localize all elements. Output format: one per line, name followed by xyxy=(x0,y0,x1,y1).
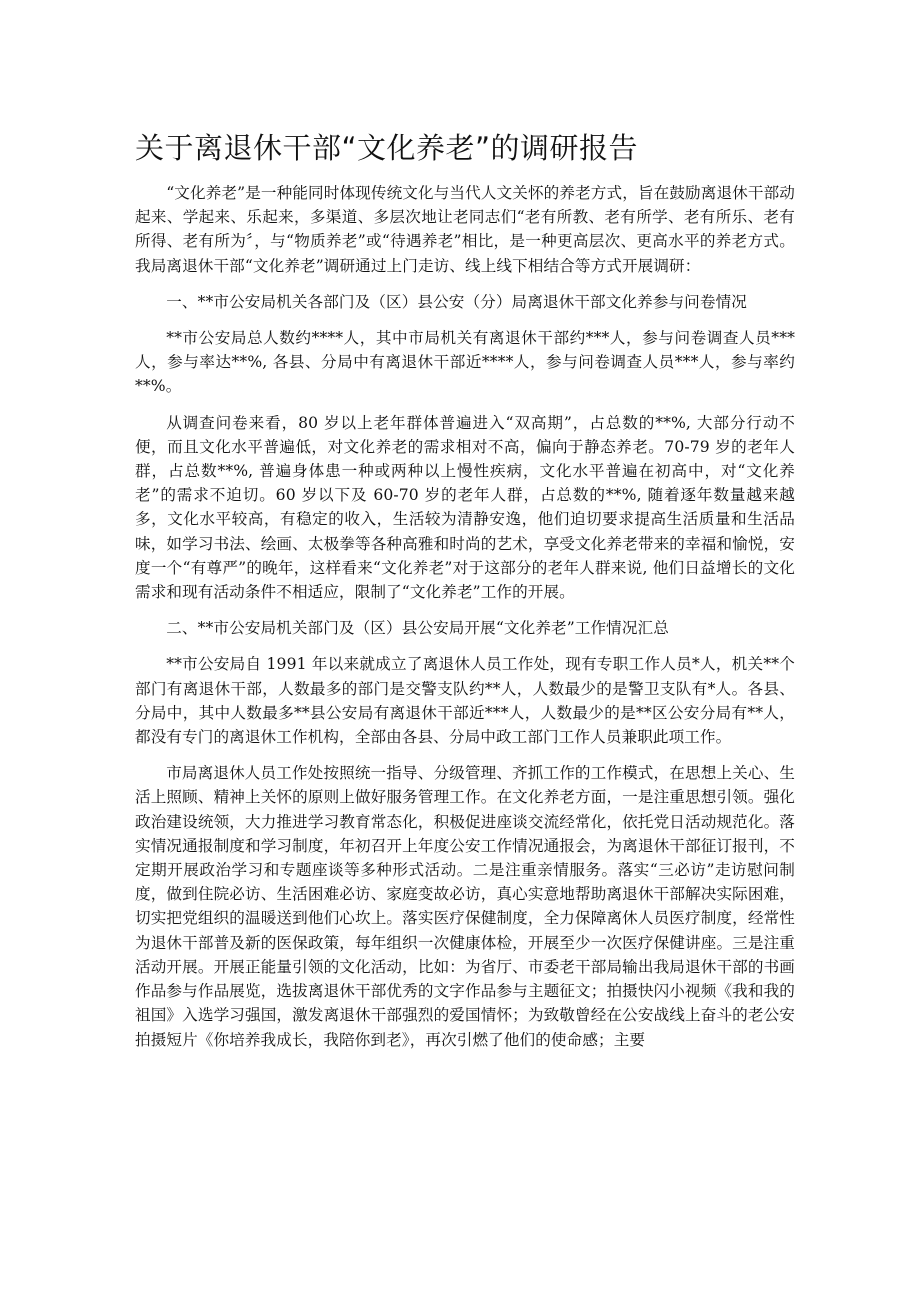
paragraph-bureau-overview: **市公安局自 1991 年以来就成立了离退休人员工作处，现有专职工作人员*人，机关**个部门有离退休干部，人数最多的部门是交警支队约**人，人数最少的是警卫支队有*人。各县、分局中，其中人数最多**县公安局有离退休干部近***人，人数最少的是**区公安分局有**人，都没有专门的离退休工作机构，全部由各县、分局中政工部门工作人员兼职此项工作。 xyxy=(135,655,795,747)
paragraph-survey-analysis: 从调查问卷来看，80 岁以上老年群体普遍进入“双高期”，占总数的**%, 大部分行动不便，而且文化水平普遍低，对文化养老的需求相对不高，偏向于静态养老。70-79 岁的老年人群，占总数**%, 普遍身体患一种或两种以上慢性疾病，文化水平普遍在初高中，对“文化养老”的需求不迫切。60 岁以下及 60-70 岁的老年人群，占总数的**%, 随着逐年数量越来越多，文化水平较高，有稳定的收入，生活较为清静安逸，他们迫切要求提高生活质量和生活品味，如学习书法、绘画、太极拳等各种高雅和时尚的艺术，享受文化养老带来的幸福和愉悦，安度一个“有尊严”的晚年，这样看来“文化养老”对于这部分的老年人群来说, 他们日益增长的文化需求和现有活动条件不相适应，限制了“文化养老”工作的开展。 xyxy=(135,413,795,602)
paragraph-survey-participation: **市公安局总人数约****人，其中市局机关有离退休干部约***人，参与问卷调查人员***人，参与率达**%, 各县、分局中有离退休干部近****人，参与问卷调查人员***人，参与率约**%。 xyxy=(135,329,795,396)
section-heading-1: 一、**市公安局机关各部门及（区）县公安（分）局离退休干部文化养参与问卷情况 xyxy=(166,292,747,311)
document-title: 关于离退休干部“文化养老”的调研报告 xyxy=(135,131,639,165)
section-heading-2: 二、**市公安局机关部门及（区）县公安局开展“文化养老”工作情况汇总 xyxy=(166,619,669,638)
paragraph-work-measures: 市局离退休人员工作处按照统一指导、分级管理、齐抓工作的工作模式，在思想上关心、生活上照顾、精神上关怀的原则上做好服务管理工作。在文化养老方面，一是注重思想引领。强化政治建设统领，大力推进学习教育常态化，积极促进座谈交流经常化，依托党日活动规范化。落实情况通报制度和学习制度，年初召开上年度公安工作情况通报会，为离退休干部征订报刊，不定期开展政治学习和专题座谈等多种形式活动。二是注重亲情服务。落实“三必访”走访慰问制度，做到住院必访、生活困难必访、家庭变故必访，真心实意地帮助离退休干部解决实际困难，切实把党组织的温暖送到他们心坎上。落实医疗保健制度，全力保障离休人员医疗制度，经常性为退休干部普及新的医保政策，每年组织一次健康体检，开展至少一次医疗保健讲座。三是注重活动开展。开展正能量引领的文化活动，比如：为省厅、市委老干部局输出我局退休干部的书画作品参与作品展览，选拔离退休干部优秀的文字作品参与主题征文；拍摄快闪小视频《我和我的祖国》入选学习强国，激发离退休干部强烈的爱国情怀；为致敬曾经在公安战线上奋斗的老公安拍摄短片《你培养我成长，我陪你到老》，再次引燃了他们的使命感；主要 xyxy=(135,764,795,1049)
document-body xyxy=(135,181,795,1064)
paragraph-intro: “文化养老”是一种能同时体现传统文化与当代人文关怀的养老方式，旨在鼓励离退休干部动起来、学起来、乐起来，多渠道、多层次地让老同志们“老有所教、老有所学、老有所乐、老有所得、老有所为〞，与“物质养老”或“待遇养老”相比，是一种更高层次、更高水平的养老方式。我局离退休干部“文化养老”调研通过上门走访、线上线下相结合等方式开展调研： xyxy=(135,184,795,275)
